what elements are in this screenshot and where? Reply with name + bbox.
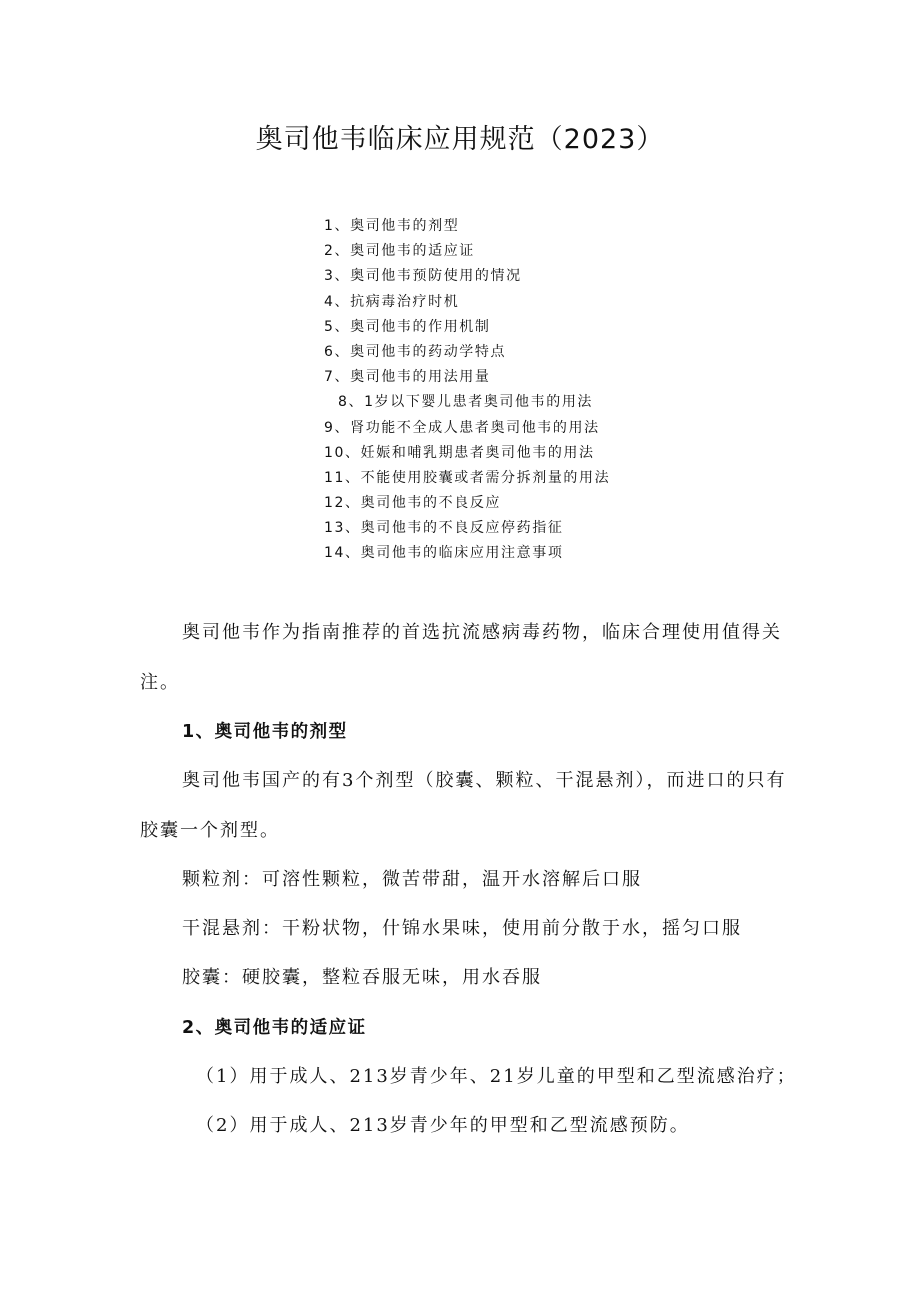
- granule-description: 颗粒剂：可溶性颗粒，微苦带甜，温开水溶解后口服: [182, 869, 642, 890]
- toc-item: 14、奥司他韦的临床应用注意事项: [324, 545, 564, 562]
- toc-item: 6、奥司他韦的药动学特点: [324, 343, 507, 360]
- toc-item: 9、肾功能不全成人患者奥司他韦的用法: [324, 419, 600, 436]
- intro-paragraph-line: 注。: [140, 672, 180, 693]
- document-title: 奥司他韦临床应用规范（2023）: [255, 124, 665, 155]
- indication-item: （1）用于成人、213岁青少年、21岁儿童的甲型和乙型流感治疗；: [196, 1066, 797, 1087]
- indication-item: （2）用于成人、213岁青少年的甲型和乙型流感预防。: [196, 1115, 690, 1136]
- toc-item: 7、奥司他韦的用法用量: [324, 369, 491, 386]
- intro-paragraph-line: 奥司他韦作为指南推荐的首选抗流感病毒药物，临床合理使用值得关: [182, 622, 782, 643]
- toc-item: 1、奥司他韦的剂型: [324, 218, 460, 234]
- dosage-forms-paragraph-line: 胶囊一个剂型。: [140, 820, 280, 841]
- toc-item: 3、奥司他韦预防使用的情况: [324, 268, 522, 285]
- toc-item: 13、奥司他韦的不良反应停药指征: [324, 520, 564, 537]
- section-heading-indications: 2、奥司他韦的适应证: [182, 1018, 367, 1038]
- suspension-description: 干混悬剂：干粉状物，什锦水果味，使用前分散于水，摇匀口服: [182, 918, 742, 939]
- toc-item: 2、奥司他韦的适应证: [324, 243, 475, 260]
- table-of-contents: [324, 214, 744, 567]
- toc-item: 8、1岁以下婴儿患者奥司他韦的用法: [338, 394, 594, 411]
- section-heading-dosage-forms: 1、奥司他韦的剂型: [182, 722, 348, 742]
- toc-item: 11、不能使用胶囊或者需分拆剂量的用法: [324, 469, 611, 486]
- capsule-description: 胶囊：硬胶囊，整粒吞服无味，用水吞服: [182, 967, 542, 988]
- toc-item: 10、妊娠和哺乳期患者奥司他韦的用法: [324, 444, 595, 461]
- toc-item: 12、奥司他韦的不良反应: [324, 495, 502, 512]
- dosage-forms-paragraph-line: 奥司他韦国产的有3个剂型（胶囊、颗粒、干混悬剂），而进口的只有: [182, 770, 787, 791]
- toc-item: 5、奥司他韦的作用机制: [324, 318, 491, 335]
- toc-item: 4、抗病毒治疗时机: [324, 293, 460, 310]
